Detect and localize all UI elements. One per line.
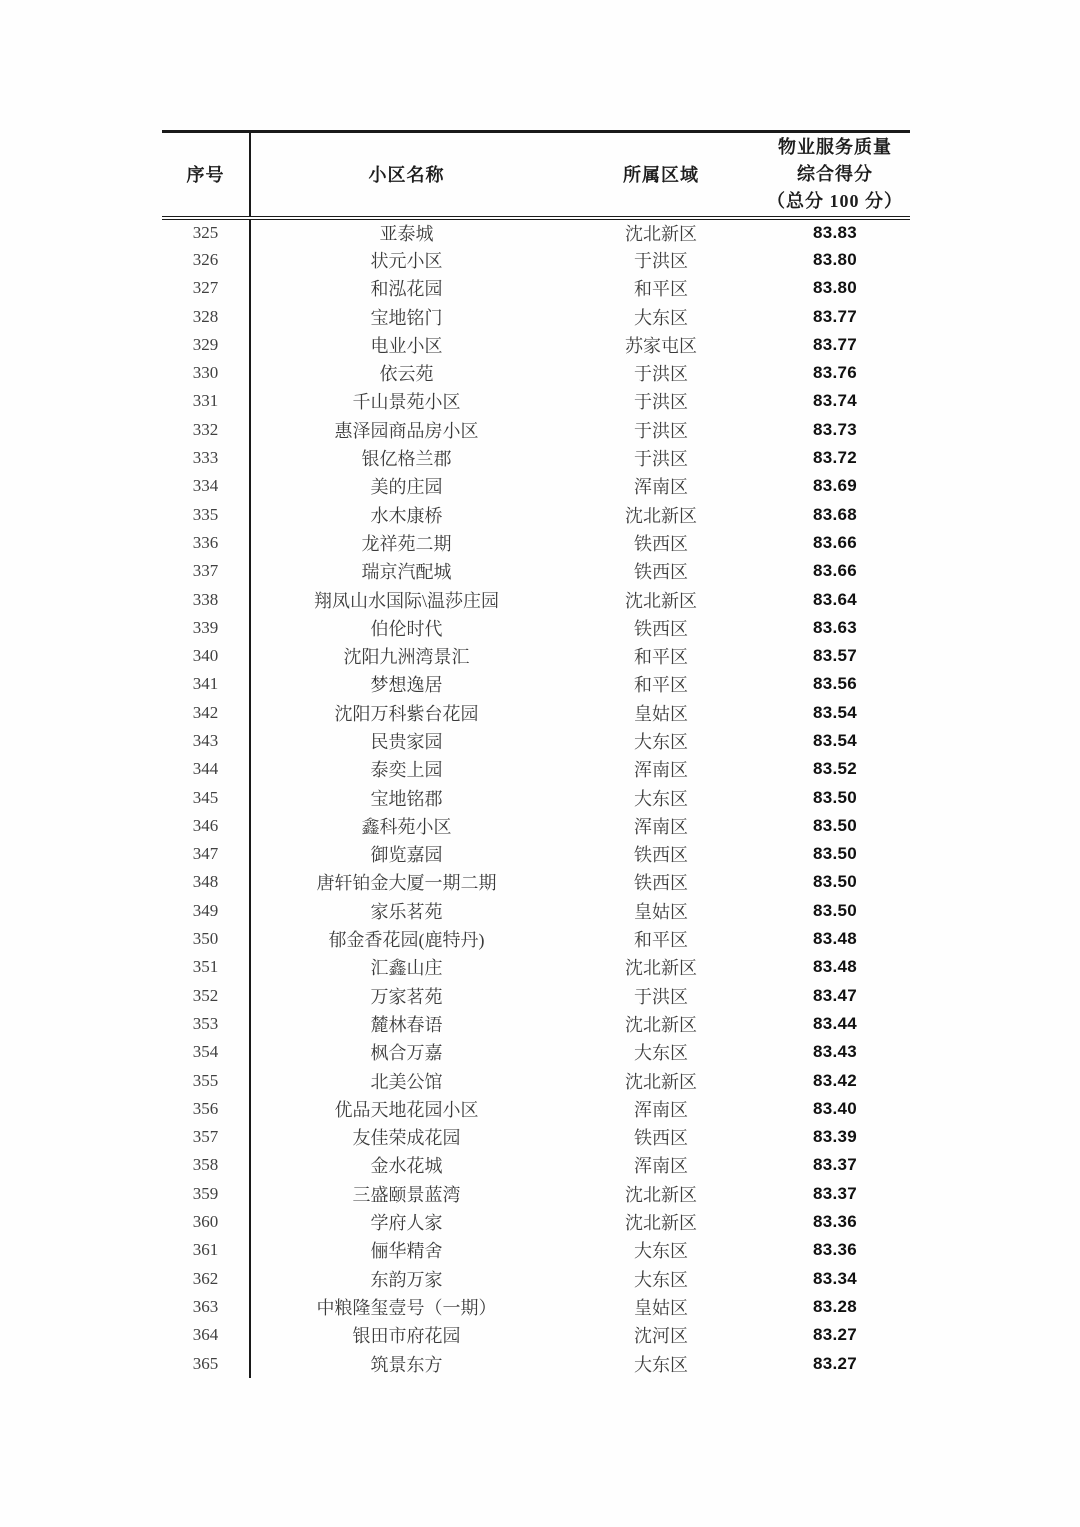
row-no: 338: [162, 585, 250, 613]
row-no: 342: [162, 699, 250, 727]
row-no: 357: [162, 1123, 250, 1151]
row-no: 328: [162, 302, 250, 330]
row-district: 沈河区: [634, 1326, 688, 1347]
table-row: [162, 783, 910, 811]
row-score: 83.27: [812, 1353, 858, 1373]
row-district: 沈北新区: [625, 223, 697, 244]
row-community-name: 惠泽园商品房小区: [334, 420, 479, 441]
row-district: 于洪区: [634, 364, 688, 385]
table-row: [162, 727, 910, 755]
table-row: [162, 1038, 910, 1066]
row-district: 于洪区: [634, 250, 688, 271]
row-community-name: 麓林春语: [370, 1014, 443, 1035]
table-row: [162, 557, 910, 585]
row-score: 83.74: [812, 391, 858, 411]
row-score: 83.36: [812, 1240, 858, 1260]
row-district: 皇姑区: [634, 1297, 688, 1318]
row-community-name: 电业小区: [370, 335, 443, 356]
table-row: [162, 812, 910, 840]
row-district: 大东区: [634, 307, 688, 328]
row-score: 83.69: [812, 476, 858, 496]
row-no: 330: [162, 359, 250, 387]
row-district: 铁西区: [634, 618, 688, 639]
row-district: 沈北新区: [625, 1213, 697, 1234]
row-community-name: 银亿格兰郡: [361, 449, 452, 470]
row-no: 361: [162, 1236, 250, 1264]
table-row: [162, 699, 910, 727]
row-district: 大东区: [634, 1043, 688, 1064]
row-community-name: 和泓花园: [370, 279, 443, 300]
row-district: 浑南区: [634, 760, 688, 781]
table-row: [162, 1349, 910, 1377]
table-row: [162, 642, 910, 670]
row-district: 沈北新区: [625, 1184, 697, 1205]
row-score: 83.50: [812, 815, 858, 835]
row-community-name: 沈阳九洲湾景汇: [343, 647, 470, 668]
row-score: 83.56: [812, 674, 858, 694]
row-no: 334: [162, 472, 250, 500]
row-score: 83.37: [812, 1155, 858, 1175]
row-community-name: 友佳荣成花园: [352, 1128, 461, 1149]
table-row: [162, 444, 910, 472]
row-district: 皇姑区: [634, 703, 688, 724]
table-row: [162, 1236, 910, 1264]
row-score: 83.50: [812, 787, 858, 807]
row-no: 358: [162, 1151, 250, 1179]
row-no: 363: [162, 1293, 250, 1321]
row-community-name: 泰奕上园: [370, 760, 443, 781]
row-no: 337: [162, 557, 250, 585]
row-score: 83.36: [812, 1212, 858, 1232]
row-community-name: 宝地铭郡: [370, 788, 443, 809]
row-no: 346: [162, 812, 250, 840]
row-district: 沈北新区: [625, 958, 697, 979]
table-row: [162, 897, 910, 925]
row-community-name: 俪华精舍: [370, 1241, 443, 1262]
row-no: 352: [162, 982, 250, 1010]
table-row: [162, 1010, 910, 1038]
row-community-name: 水木康桥: [370, 505, 443, 526]
row-district: 大东区: [634, 1241, 688, 1262]
row-community-name: 沈阳万科紫台花园: [334, 703, 479, 724]
table-row: [162, 1293, 910, 1321]
row-no: 353: [162, 1010, 250, 1038]
row-score: 83.68: [812, 504, 858, 524]
row-district: 铁西区: [634, 1128, 688, 1149]
row-score: 83.50: [812, 900, 858, 920]
table-row: [162, 868, 910, 896]
row-score: 83.39: [812, 1127, 858, 1147]
table-row: [162, 1066, 910, 1094]
row-no: 336: [162, 529, 250, 557]
row-score: 83.76: [812, 363, 858, 383]
row-score: 83.44: [812, 1013, 858, 1033]
row-score: 83.57: [812, 646, 858, 666]
row-score: 83.28: [812, 1296, 858, 1316]
row-score: 83.50: [812, 872, 858, 892]
table-row: [162, 925, 910, 953]
row-score: 83.54: [812, 730, 858, 750]
table-row: [162, 359, 910, 387]
row-district: 沈北新区: [625, 590, 697, 611]
row-no: 355: [162, 1066, 250, 1094]
row-community-name: 万家茗苑: [370, 986, 443, 1007]
row-score: 83.37: [812, 1183, 858, 1203]
row-no: 351: [162, 953, 250, 981]
row-community-name: 美的庄园: [370, 477, 443, 498]
score-header-line-1: 物业服务质量: [778, 136, 892, 157]
row-score: 83.66: [812, 561, 858, 581]
row-no: 349: [162, 897, 250, 925]
row-score: 83.42: [812, 1070, 858, 1090]
row-community-name: 北美公馆: [370, 1071, 443, 1092]
row-community-name: 龙祥苑二期: [361, 533, 452, 554]
row-community-name: 千山景苑小区: [352, 392, 461, 413]
row-no: 347: [162, 840, 250, 868]
row-score: 83.50: [812, 844, 858, 864]
score-header-lines: [760, 134, 910, 215]
row-district: 沈北新区: [625, 1014, 697, 1035]
row-score: 83.34: [812, 1268, 858, 1288]
row-community-name: 家乐茗苑: [370, 901, 443, 922]
row-district: 大东区: [634, 731, 688, 752]
row-district: 沈北新区: [625, 1071, 697, 1092]
table-row: [162, 331, 910, 359]
row-district: 和平区: [634, 675, 688, 696]
header-cell-name: 小区名称: [250, 132, 562, 218]
table-row: [162, 755, 910, 783]
row-no: 343: [162, 727, 250, 755]
row-community-name: 东韵万家: [370, 1269, 443, 1290]
row-district: 于洪区: [634, 986, 688, 1007]
row-no: 339: [162, 614, 250, 642]
row-score: 83.52: [812, 759, 858, 779]
table-row: [162, 1151, 910, 1179]
table-row: [162, 472, 910, 500]
row-no: 345: [162, 783, 250, 811]
row-district: 于洪区: [634, 449, 688, 470]
row-no: 331: [162, 387, 250, 415]
row-community-name: 中粮隆玺壹号（一期）: [316, 1297, 497, 1318]
table-row: [162, 500, 910, 528]
row-no: 354: [162, 1038, 250, 1066]
table-row: [162, 274, 910, 302]
row-district: 铁西区: [634, 533, 688, 554]
row-no: 348: [162, 868, 250, 896]
table-row: [162, 982, 910, 1010]
table-row: [162, 1180, 910, 1208]
row-community-name: 民贵家园: [370, 731, 443, 752]
header-cell-district: 所属区域: [562, 132, 760, 218]
row-district: 沈北新区: [625, 505, 697, 526]
row-community-name: 学府人家: [370, 1213, 443, 1234]
row-score: 83.43: [812, 1042, 858, 1062]
row-community-name: 翔凤山水国际\温莎庄园: [314, 590, 499, 611]
row-community-name: 唐轩铂金大厦一期二期: [316, 873, 497, 894]
row-community-name: 枫合万嘉: [370, 1043, 443, 1064]
row-no: 340: [162, 642, 250, 670]
row-district: 浑南区: [634, 1099, 688, 1120]
table-header: [162, 132, 910, 218]
table-row: [162, 953, 910, 981]
row-no: 341: [162, 670, 250, 698]
table-row: [162, 387, 910, 415]
row-community-name: 依云苑: [379, 364, 434, 385]
table-row: [162, 1095, 910, 1123]
row-district: 于洪区: [634, 420, 688, 441]
row-no: 359: [162, 1180, 250, 1208]
row-community-name: 宝地铭门: [370, 307, 443, 328]
row-score: 83.40: [812, 1098, 858, 1118]
table-row: [162, 218, 910, 246]
header-row: [162, 132, 910, 218]
row-district: 铁西区: [634, 562, 688, 583]
row-score: 83.80: [812, 249, 858, 269]
row-district: 铁西区: [634, 845, 688, 866]
row-district: 皇姑区: [634, 901, 688, 922]
table-row: [162, 416, 910, 444]
header-cell-score: [760, 132, 910, 218]
row-no: 335: [162, 500, 250, 528]
row-no: 350: [162, 925, 250, 953]
row-no: 329: [162, 331, 250, 359]
row-no: 362: [162, 1264, 250, 1292]
row-district: 浑南区: [634, 477, 688, 498]
row-score: 83.77: [812, 306, 858, 326]
row-no: 326: [162, 246, 250, 274]
row-district: 和平区: [634, 930, 688, 951]
row-community-name: 优品天地花园小区: [334, 1099, 479, 1120]
table-row: [162, 246, 910, 274]
row-district: 浑南区: [634, 1156, 688, 1177]
row-score: 83.27: [812, 1325, 858, 1345]
row-community-name: 御览嘉园: [370, 845, 443, 866]
community-score-table: [162, 130, 910, 1378]
table-body: [162, 218, 910, 1378]
row-no: 327: [162, 274, 250, 302]
row-score: 83.80: [812, 278, 858, 298]
row-no: 365: [162, 1349, 250, 1377]
table-row: [162, 840, 910, 868]
row-community-name: 银田市府花园: [352, 1326, 461, 1347]
table-row: [162, 1321, 910, 1349]
row-district: 浑南区: [634, 816, 688, 837]
row-no: 332: [162, 416, 250, 444]
row-community-name: 郁金香花园(鹿特丹): [328, 930, 485, 951]
row-no: 364: [162, 1321, 250, 1349]
row-score: 83.72: [812, 448, 858, 468]
table-row: [162, 302, 910, 330]
row-community-name: 金水花城: [370, 1156, 443, 1177]
row-district: 大东区: [634, 1269, 688, 1290]
row-district: 大东区: [634, 1354, 688, 1375]
row-score: 83.47: [812, 985, 858, 1005]
row-district: 大东区: [634, 788, 688, 809]
row-district: 铁西区: [634, 873, 688, 894]
row-score: 83.63: [812, 617, 858, 637]
table-row: [162, 614, 910, 642]
row-score: 83.83: [812, 222, 858, 242]
row-score: 83.64: [812, 589, 858, 609]
row-no: 356: [162, 1095, 250, 1123]
row-district: 和平区: [634, 279, 688, 300]
row-score: 83.48: [812, 929, 858, 949]
table-row: [162, 585, 910, 613]
table-row: [162, 529, 910, 557]
table-row: [162, 1264, 910, 1292]
row-district: 和平区: [634, 647, 688, 668]
row-community-name: 亚泰城: [379, 223, 434, 244]
row-community-name: 三盛颐景蓝湾: [352, 1184, 461, 1205]
row-score: 83.73: [812, 419, 858, 439]
row-community-name: 状元小区: [370, 250, 443, 271]
row-no: 360: [162, 1208, 250, 1236]
row-district: 苏家屯区: [625, 335, 697, 356]
row-community-name: 筑景东方: [370, 1354, 443, 1375]
table-row: [162, 1208, 910, 1236]
header-cell-no: 序号: [162, 132, 250, 218]
row-score: 83.54: [812, 702, 858, 722]
row-district: 于洪区: [634, 392, 688, 413]
row-community-name: 梦想逸居: [370, 675, 443, 696]
row-no: 325: [162, 218, 250, 246]
row-community-name: 伯伦时代: [370, 618, 443, 639]
row-no: 333: [162, 444, 250, 472]
table-row: [162, 1123, 910, 1151]
score-header-line-3: （总分 100 分）: [767, 190, 903, 211]
row-score: 83.66: [812, 532, 858, 552]
row-score: 83.77: [812, 334, 858, 354]
row-community-name: 瑞京汽配城: [361, 562, 452, 583]
row-community-name: 汇鑫山庄: [370, 958, 443, 979]
row-score: 83.48: [812, 957, 858, 977]
table-row: [162, 670, 910, 698]
row-community-name: 鑫科苑小区: [361, 816, 452, 837]
score-header-line-2: 综合得分: [797, 163, 873, 184]
row-no: 344: [162, 755, 250, 783]
